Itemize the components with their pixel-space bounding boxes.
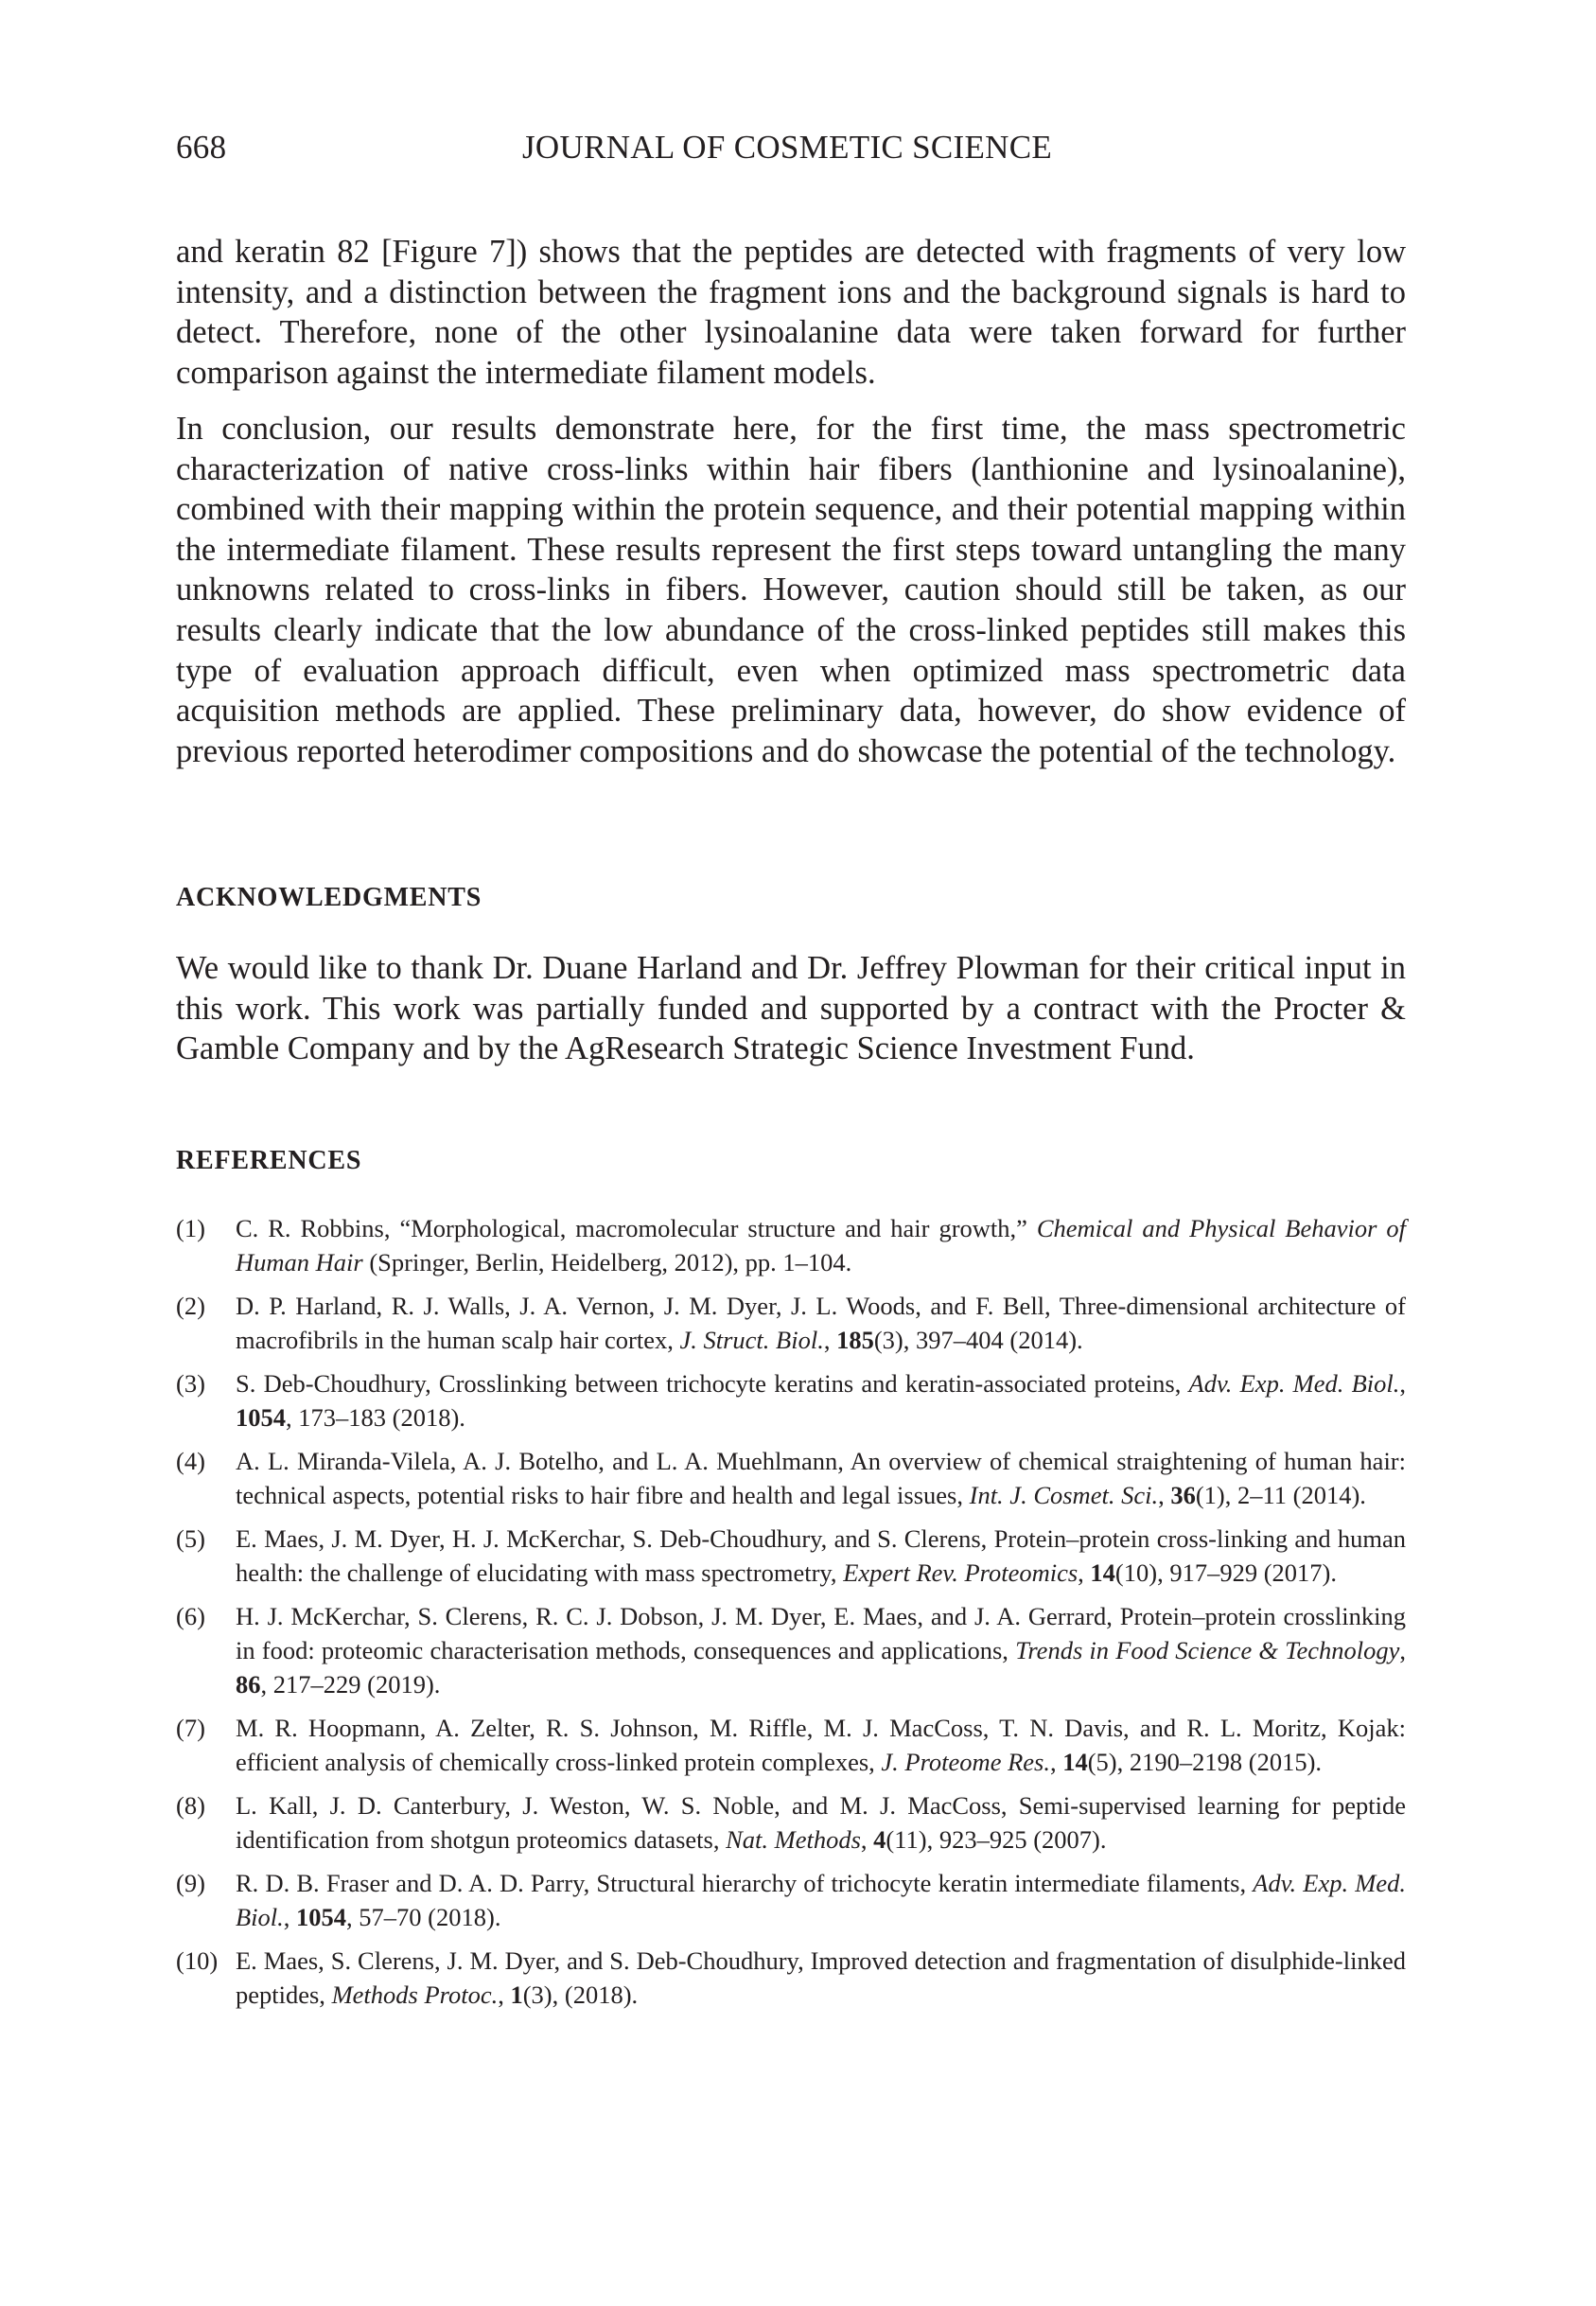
acknowledgments-heading: ACKNOWLEDGMENTS bbox=[176, 883, 482, 912]
reference-journal: Trends in Food Science & Technology bbox=[1015, 1636, 1400, 1664]
reference-journal: Adv. Exp. Med. Biol. bbox=[1188, 1369, 1400, 1398]
reference-number: (4) bbox=[176, 1447, 205, 1475]
reference-authors-title: L. Kall, J. D. Canterbury, J. Weston, W. S. Noble, and M. J. MacCoss, Semi-supervised learning for peptide identification from shotgun proteomics datasets, bbox=[236, 1791, 1406, 1854]
reference-authors-title: E. Maes, J. M. Dyer, H. J. McKerchar, S. Deb-Choudhury, and S. Clerens, Protein–protein cross-linking and human health: the challenge of elucidating with mass spectrometry, bbox=[236, 1524, 1406, 1587]
reference-item: (3) S. Deb-Choudhury, Crosslinking between trichocyte keratins and keratin-associated proteins, Adv. Exp. Med. Biol., 1054, 173–183 (2018). bbox=[176, 1366, 1406, 1435]
references-heading: REFERENCES bbox=[176, 1146, 362, 1175]
reference-item: (8) L. Kall, J. D. Canterbury, J. Weston, W. S. Noble, and M. J. MacCoss, Semi-supervised learning for peptide identification from shotgun proteomics datasets, Nat. Methods, 4(11), 923–925 (2007). bbox=[176, 1788, 1406, 1857]
reference-number: (6) bbox=[176, 1602, 205, 1630]
reference-journal: Adv. Exp. Med. Biol. bbox=[236, 1869, 1406, 1931]
reference-item bbox=[176, 1211, 1406, 1279]
reference-pages-year: (11), 923–925 (2007). bbox=[886, 1825, 1107, 1854]
reference-number: (7) bbox=[176, 1714, 205, 1742]
reference-volume: 1054 bbox=[236, 1403, 286, 1432]
reference-journal: J. Struct. Biol. bbox=[679, 1326, 824, 1354]
reference-pages-year: , 173–183 (2018). bbox=[286, 1403, 465, 1432]
reference-number: (10) bbox=[176, 1946, 219, 1975]
body-paragraph-continued: and keratin 82 [Figure 7]) shows that the peptides are detected with fragments of very low intensity, and a distinction between the fragment ions and the background signals is hard to detect. Therefore, none of the other lysinoalanine data were taken forward for further comparison against the intermediate filament models. bbox=[176, 234, 1406, 391]
reference-list bbox=[176, 1211, 1406, 2021]
journal-title: JOURNAL OF COSMETIC SCIENCE bbox=[522, 129, 1053, 166]
reference-volume: 1054 bbox=[296, 1903, 347, 1931]
reference-number: (5) bbox=[176, 1524, 205, 1553]
reference-pages-year: , 57–70 (2018). bbox=[346, 1903, 501, 1931]
reference-number: (8) bbox=[176, 1791, 205, 1820]
reference-pages-year: , 217–229 (2019). bbox=[260, 1670, 441, 1699]
reference-item: (4) A. L. Miranda-Vilela, A. J. Botelho, and L. A. Muehlmann, An overview of chemical straightening of human hair: technical aspects, potential risks to hair fibre and health and legal issues, Int. J. Cosmet. Sci., 36(1), 2–11 (2014). bbox=[176, 1444, 1406, 1512]
body-paragraph-conclusion: In conclusion, our results demonstrate here, for the first time, the mass spectrometric characterization of native cross-links within hair fibers (lanthionine and lysinoalanine), combined with their mapping within the protein sequence, and their potential mapping within the intermediate filament. These results represent the first steps toward untangling the many unknowns related to cross-links in fibers. However, caution should still be taken, as our results clearly indicate that the low abundance of the cross-linked peptides still makes this type of evaluation approach difficult, even when optimized mass spectrometric data acquisition methods are applied. These preliminary data, however, do show evidence of previous reported heterodimer compositions and do showcase the potential of the technology. bbox=[176, 411, 1406, 769]
reference-number: (1) bbox=[176, 1214, 205, 1242]
reference-journal: Chemical and Physical Behavior of Human Hair bbox=[236, 1214, 1406, 1276]
acknowledgments-text: We would like to thank Dr. Duane Harland and Dr. Jeffrey Plowman for their critical input in this work. This work was partially funded and supported by a contract with the Procter & Gamble Company and by the AgResearch Strategic Science Investment Fund. bbox=[176, 950, 1406, 1067]
reference-volume: 36 bbox=[1170, 1481, 1196, 1509]
reference-authors-title: R. D. B. Fraser and D. A. D. Parry, Structural hierarchy of trichocyte keratin intermediate filaments, bbox=[236, 1869, 1254, 1897]
reference-item: (9) R. D. B. Fraser and D. A. D. Parry, Structural hierarchy of trichocyte keratin intermediate filaments, Adv. Exp. Med. Biol., 1054, 57–70 (2018). bbox=[176, 1866, 1406, 1934]
reference-number: (3) bbox=[176, 1369, 205, 1398]
reference-authors-title: H. J. McKerchar, S. Clerens, R. C. J. Dobson, J. M. Dyer, E. Maes, and J. A. Gerrard, Protein–protein crosslinking in food: proteomic characterisation methods, consequences and applications, bbox=[236, 1602, 1406, 1664]
reference-authors-title: D. P. Harland, R. J. Walls, J. A. Vernon, J. M. Dyer, J. L. Woods, and F. Bell, Three-dimensional architecture of macrofibrils in the human scalp hair cortex, bbox=[236, 1292, 1406, 1354]
reference-number: (9) bbox=[176, 1869, 205, 1897]
reference-item: (5) E. Maes, J. M. Dyer, H. J. McKerchar, S. Deb-Choudhury, and S. Clerens, Protein–protein cross-linking and human health: the challenge of elucidating with mass spectrometry, Expert Rev. Proteomics, 14(10), 917–929 (2017). bbox=[176, 1522, 1406, 1590]
reference-pages-year: (3), 397–404 (2014). bbox=[873, 1326, 1083, 1354]
reference-journal: J. Proteome Res. bbox=[881, 1748, 1050, 1776]
reference-volume: 1 bbox=[510, 1980, 523, 2009]
reference-number: (2) bbox=[176, 1292, 205, 1320]
reference-journal: Nat. Methods bbox=[726, 1825, 861, 1854]
reference-authors-title: M. R. Hoopmann, A. Zelter, R. S. Johnson, M. Riffle, M. J. MacCoss, T. N. Davis, and R. L. Moritz, Kojak: efficient analysis of chemically cross-linked protein complexes, bbox=[236, 1714, 1406, 1776]
reference-volume: 14 bbox=[1090, 1558, 1115, 1587]
reference-authors-title: E. Maes, S. Clerens, J. M. Dyer, and S. Deb-Choudhury, Improved detection and fragmentation of disulphide-linked peptides, bbox=[236, 1946, 1406, 2009]
reference-pages-year: (1), 2–11 (2014). bbox=[1195, 1481, 1366, 1509]
reference-journal: Methods Protoc. bbox=[331, 1980, 499, 2009]
reference-pages-year: (Springer, Berlin, Heidelberg, 2012), pp. 1–104. bbox=[362, 1248, 852, 1276]
reference-item: (6) H. J. McKerchar, S. Clerens, R. C. J. Dobson, J. M. Dyer, E. Maes, and J. A. Gerrard, Protein–protein crosslinking in food: proteomic characterisation methods, consequences and applications, Trends in Food Science & Technology, 86, 217–229 (2019). bbox=[176, 1599, 1406, 1701]
reference-pages-year: (3), (2018). bbox=[522, 1980, 639, 2009]
reference-item: (10) E. Maes, S. Clerens, J. M. Dyer, and S. Deb-Choudhury, Improved detection and fragmentation of disulphide-linked peptides, Methods Protoc., 1(3), (2018). bbox=[176, 1944, 1406, 2012]
reference-item: (7) M. R. Hoopmann, A. Zelter, R. S. Johnson, M. Riffle, M. J. MacCoss, T. N. Davis, and R. L. Moritz, Kojak: efficient analysis of chemically cross-linked protein complexes, J. Proteome Res., 14(5), 2190–2198 (2015). bbox=[176, 1711, 1406, 1779]
page-number: 668 bbox=[176, 129, 227, 166]
running-header bbox=[176, 129, 1406, 170]
reference-volume: 86 bbox=[236, 1670, 261, 1699]
reference-journal: Expert Rev. Proteomics bbox=[843, 1558, 1079, 1587]
reference-pages-year: (5), 2190–2198 (2015). bbox=[1087, 1748, 1323, 1776]
reference-authors-title: S. Deb-Choudhury, Crosslinking between trichocyte keratins and keratin-associated proteins, bbox=[236, 1369, 1189, 1398]
reference-volume: 185 bbox=[836, 1326, 874, 1354]
reference-item: (2) D. P. Harland, R. J. Walls, J. A. Vernon, J. M. Dyer, J. L. Woods, and F. Bell, Three-dimensional architecture of macrofibrils in the human scalp hair cortex, J. Struct. Biol., 185(3), 397–404 (2014). bbox=[176, 1289, 1406, 1357]
reference-authors-title: A. L. Miranda-Vilela, A. J. Botelho, and L. A. Muehlmann, An overview of chemical straightening of human hair: technical aspects, potential risks to hair fibre and health and legal issues, bbox=[236, 1447, 1406, 1509]
reference-volume: 14 bbox=[1062, 1748, 1088, 1776]
reference-authors-title: C. R. Robbins, “Morphological, macromolecular structure and hair growth,” bbox=[236, 1214, 1037, 1242]
reference-pages-year: (10), 917–929 (2017). bbox=[1114, 1558, 1337, 1587]
reference-volume: 4 bbox=[873, 1825, 886, 1854]
reference-journal: Int. J. Cosmet. Sci. bbox=[969, 1481, 1159, 1509]
